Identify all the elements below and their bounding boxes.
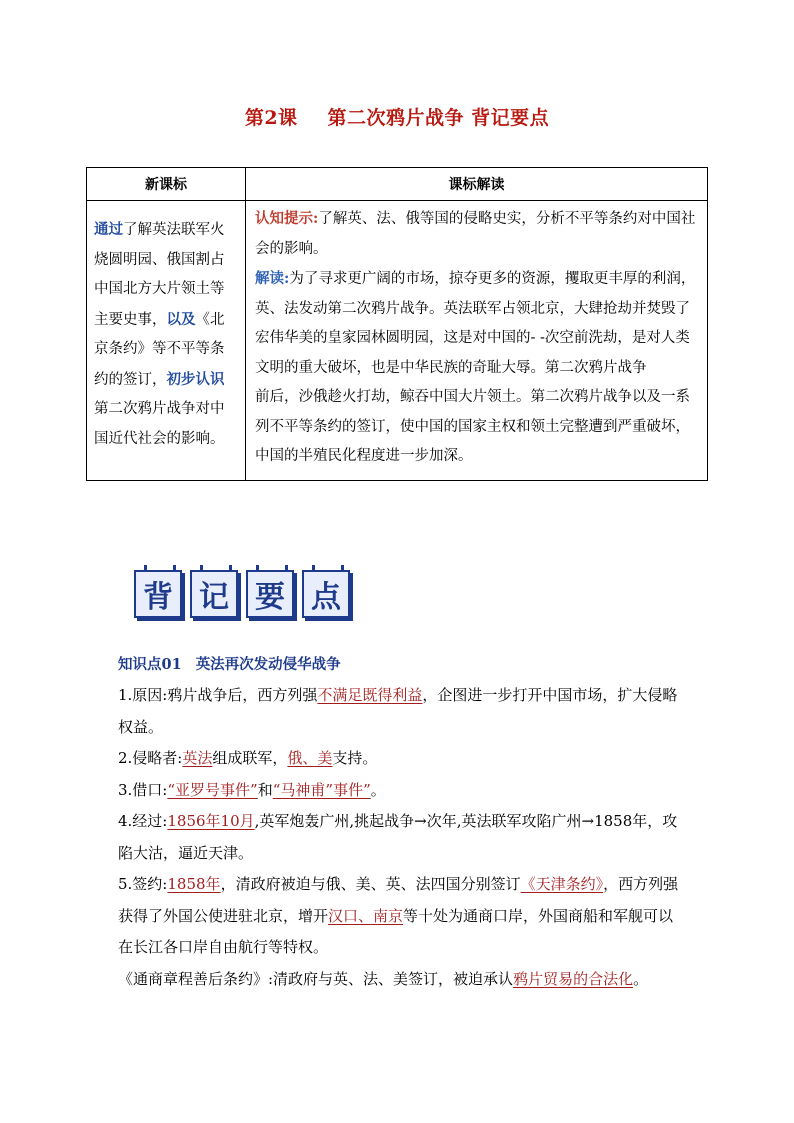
banner-char: 记 bbox=[190, 570, 238, 618]
standard-text: 第二次鸦片战争对中国近代社会的影响。 bbox=[94, 401, 225, 447]
standard-text: 《北京条约》等不平等条约的签订， bbox=[94, 311, 225, 388]
memorize-points-banner bbox=[134, 570, 350, 618]
banner-char: 要 bbox=[246, 570, 294, 618]
standard-cell bbox=[87, 201, 246, 481]
interp-text: 为了寻求更广阔的市场，掠夺更多的资源，攫取更丰厚的利润，英、法发动第二次鸦片战争。英法联军占领北京，大肆抢劫并焚毁了宏伟华美的皇家园林圆明园，这是对中国的- -次空前洗劫，是对人类文明的重大破坏，也是中华民族的奇耻大辱。第二次鸦片战争 bbox=[255, 271, 696, 376]
section-name: 英法再次发动侵华战争 bbox=[195, 656, 341, 673]
keyword: 通过 bbox=[94, 221, 123, 238]
banner-char: 背 bbox=[134, 570, 182, 618]
lesson-number: 第2课 bbox=[244, 107, 298, 129]
point-trade-treaty: 《通商章程善后条约》:清政府与英、法、美签订，被迫承认鸦片贸易的合法化。 bbox=[118, 969, 649, 988]
point-treaty: 5.签约:1858年，清政府被迫与俄、美、英、法四国分别签订《天津条约》，西方列强获得了外国公使进驻北京，增开汉口、南京等十处为通商口岸，外国商船和军舰可以在长江各口岸自由航行等特权。 bbox=[118, 875, 679, 956]
page-title bbox=[0, 103, 794, 130]
header-interpretation: 课标解读 bbox=[246, 168, 708, 201]
section-number: 知识点01 bbox=[118, 656, 182, 673]
interp-text-continued: 前后，沙俄趁火打劫，鲸吞中国大片领土。第二次鸦片战争以及一系列不平等条约的签订，使中国的国家主权和领土完整遭到严重破坏，中国的半殖民化程度进一步加深。 bbox=[255, 389, 690, 464]
hint-label: 认知提示: bbox=[255, 210, 319, 227]
point-pretext: 3.借口:“亚罗号事件”和“马神甫”事件”。 bbox=[118, 780, 386, 799]
section-heading bbox=[118, 653, 341, 674]
knowledge-points bbox=[118, 680, 688, 995]
hint-text: 了解英、法、俄等国的侵略史实，分析不平等条约对中国社会的影响。 bbox=[255, 211, 696, 257]
interpretation-cell bbox=[246, 201, 708, 481]
point-process: 4.经过:1856年10月,英军炮轰广州,挑起战争→次年,英法联军攻陷广州→1858年，攻陷大沽，逼近天津。 bbox=[118, 812, 678, 862]
curriculum-table bbox=[86, 167, 708, 481]
point-cause: 1.原因:鸦片战争后，西方列强不满足既得利益，企图进一步打开中国市场，扩大侵略权益。 bbox=[118, 686, 678, 736]
lesson-name: 第二次鸦片战争 背记要点 bbox=[327, 107, 550, 129]
keyword: 初步认识 bbox=[166, 370, 225, 388]
header-standard: 新课标 bbox=[87, 168, 246, 201]
point-aggressors: 2.侵略者:英法组成联军，俄、美支持。 bbox=[118, 749, 378, 767]
keyword: 以及 bbox=[166, 310, 196, 328]
interp-label: 解读: bbox=[255, 270, 290, 287]
standard-text: 了解英法联军火烧圆明园、俄国割占中国北方大片领土等主要史事， bbox=[94, 222, 225, 328]
banner-char: 点 bbox=[302, 570, 350, 618]
